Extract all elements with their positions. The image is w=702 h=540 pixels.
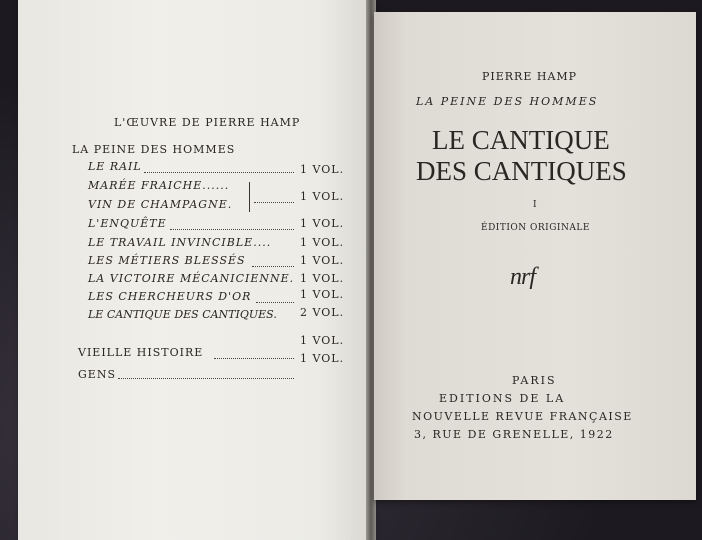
leader-dots [170,229,294,230]
author-name: PIERRE HAMP [482,70,578,83]
work-title: L'ENQUÊTE [88,217,167,230]
work-vols: 1 VOL. [300,163,345,176]
series-title: LA PEINE DES HOMMES [72,143,236,156]
publisher-line2: NOUVELLE REVUE FRANÇAISE [412,410,633,423]
publisher-address: 3, RUE DE GRENELLE, 1922 [414,428,614,441]
leader-dots [214,358,294,359]
leader-dots [144,172,294,173]
series-name: LA PEINE DES HOMMES [416,95,599,108]
work-vols: 1 VOL. [300,334,345,347]
publisher-line1: EDITIONS DE LA [439,392,566,405]
leader-dots [118,378,294,379]
work-vols: 1 VOL. [300,352,345,365]
work-title: LE CANTIQUE DES CANTIQUES. [88,308,277,321]
leader-dots [256,302,294,303]
edition-label: ÉDITION ORIGINALE [481,223,590,233]
book-title-line1: LE CANTIQUE [432,125,610,155]
brace-mark [249,182,250,212]
leader-dots [254,202,294,203]
left-page [18,0,372,540]
works-heading: L'ŒUVRE DE PIERRE HAMP [114,116,301,129]
work-vols: 1 VOL. [300,217,345,230]
work-vols: 1 VOL. [300,190,345,203]
leader-dots [252,266,294,267]
work-vols: 1 VOL. [300,254,345,267]
work-title: GENS [78,368,116,381]
right-page [374,12,696,500]
work-title: LE TRAVAIL INVINCIBLE.... [88,236,272,249]
nrf-logo: nrf [510,264,536,290]
publisher-city: PARIS [512,374,557,387]
work-vols: 1 VOL. [300,288,345,301]
work-title: VIEILLE HISTOIRE [78,346,204,359]
work-title: LE RAIL [88,160,142,173]
work-title: LA VICTOIRE MÉCANICIENNE. [88,272,295,285]
work-title: LES CHERCHEURS D'OR [88,290,252,303]
work-title: VIN DE CHAMPAGNE. [88,198,233,211]
work-title: LES MÉTIERS BLESSÉS [88,254,246,267]
work-vols: 1 VOL. [300,272,345,285]
work-title: MARÉE FRAICHE...... [88,179,230,192]
volume-number: I [533,200,538,210]
book-title-line2: DES CANTIQUES [416,156,627,186]
work-vols: 2 VOL. [300,306,345,319]
work-vols: 1 VOL. [300,236,345,249]
